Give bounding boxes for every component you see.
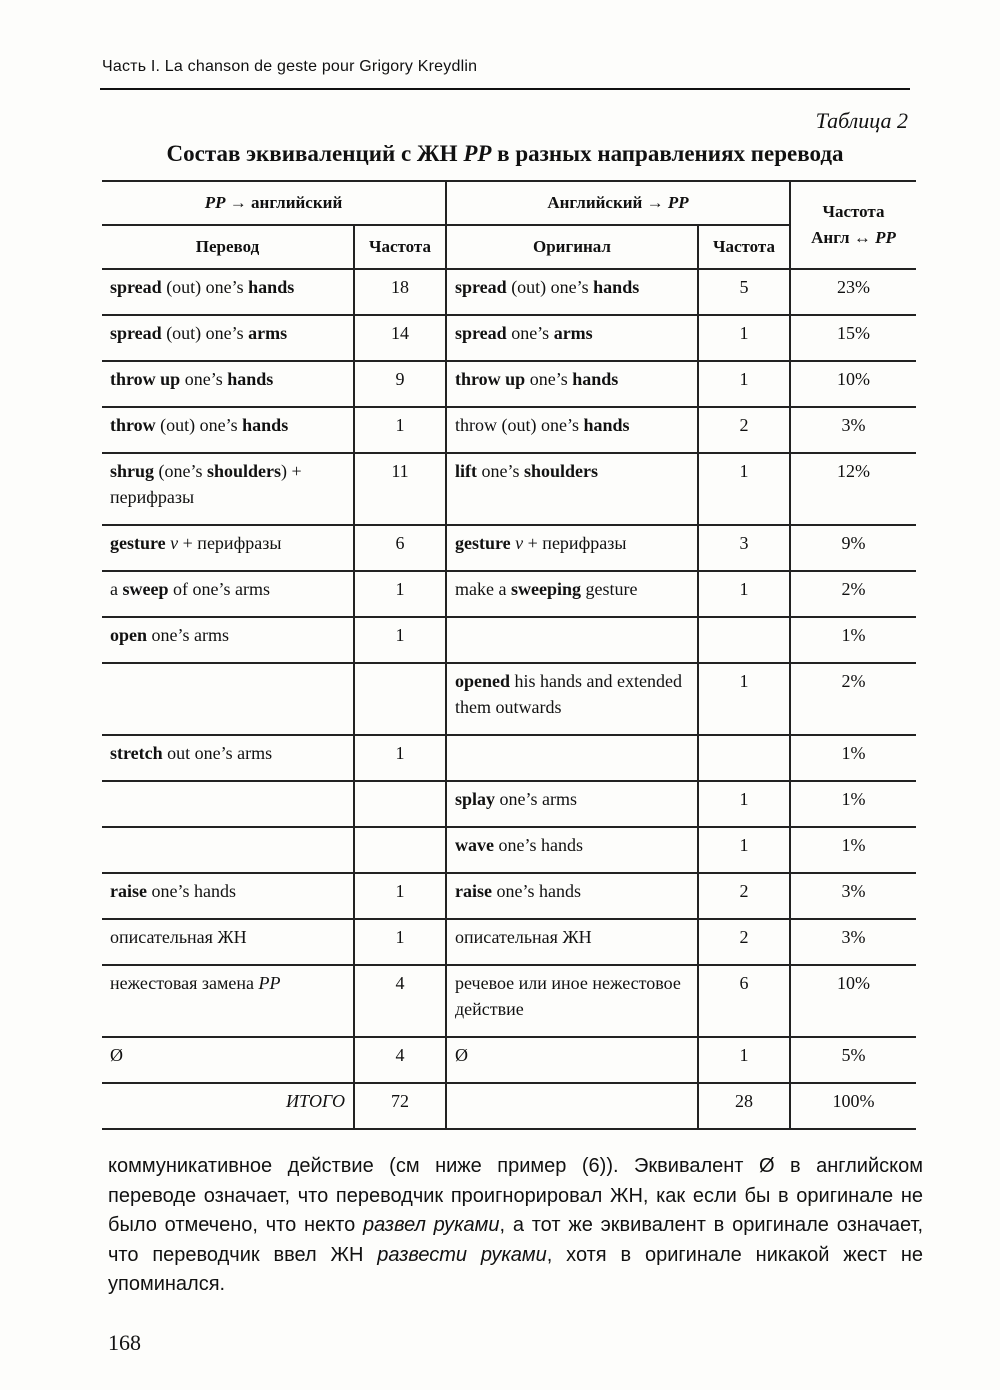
table-row [102, 663, 916, 735]
cell-text-segment: shrug [110, 461, 155, 481]
cell-original [446, 781, 698, 827]
cell-translation [102, 525, 354, 571]
cell-text-segment: throw (out) one’s [455, 415, 584, 435]
cell-text-segment: one’s hands [146, 881, 236, 901]
cell-text-segment: splay [455, 789, 496, 809]
cell-freq-en: 6 [698, 965, 790, 1037]
cell-original [446, 525, 698, 571]
table-row [102, 407, 916, 453]
table-row [102, 873, 916, 919]
header-freq-total-line2: Англ ↔ [811, 228, 876, 247]
header-en-ru-italic: РР [667, 193, 689, 212]
cell-percent: 5% [790, 1037, 916, 1083]
page-number: 168 [108, 1330, 141, 1355]
cell-text-segment: v [170, 533, 179, 553]
cell-text-segment: one’s arms [495, 789, 578, 809]
cell-text-segment: one’s [506, 323, 554, 343]
header-freq-ru: Частота [354, 225, 446, 269]
cell-freq-en: 2 [698, 919, 790, 965]
table-row [102, 735, 916, 781]
cell-translation [102, 407, 354, 453]
cell-text-segment: out one’s arms [162, 743, 273, 763]
cell-percent: 3% [790, 407, 916, 453]
cell-text-segment: gesture [110, 533, 166, 553]
header-original: Оригинал [446, 225, 698, 269]
cell-text-segment: shoulders [207, 461, 282, 481]
cell-text-segment: stretch [110, 743, 163, 763]
header-rule [100, 88, 910, 90]
cell-percent: 10% [790, 965, 916, 1037]
cell-text-segment: sweep [122, 579, 169, 599]
cell-freq-ru: 14 [354, 315, 446, 361]
table-row [102, 781, 916, 827]
cell-text-segment: + перифразы [178, 533, 282, 553]
table-title-text: Состав эквиваленций с ЖН [166, 141, 464, 166]
cell-percent: 10% [790, 361, 916, 407]
cell-freq-ru: 11 [354, 453, 446, 525]
total-freq-en: 28 [698, 1083, 790, 1129]
cell-original [446, 873, 698, 919]
cell-translation [102, 453, 354, 525]
cell-text-segment: wave [455, 835, 494, 855]
cell-original [446, 361, 698, 407]
cell-text-segment: (out) one’s [155, 415, 243, 435]
cell-translation [102, 315, 354, 361]
cell-text-segment: описательная ЖН [455, 927, 592, 947]
header-ru-en [102, 181, 446, 225]
cell-text-segment: описательная ЖН [110, 927, 247, 947]
cell-translation [102, 1037, 354, 1083]
cell-freq-ru: 1 [354, 407, 446, 453]
table-row [102, 453, 916, 525]
cell-translation [102, 919, 354, 965]
total-label: ИТОГО [102, 1083, 354, 1129]
cell-freq-en: 1 [698, 781, 790, 827]
cell-freq-en: 1 [698, 361, 790, 407]
cell-text-segment: речевое или иное нежестовое действие [455, 973, 681, 1019]
cell-original [446, 617, 698, 663]
cell-freq-ru: 6 [354, 525, 446, 571]
header-translation: Перевод [102, 225, 354, 269]
cell-percent: 3% [790, 919, 916, 965]
cell-freq-ru: 9 [354, 361, 446, 407]
cell-text-segment: raise [110, 881, 147, 901]
cell-freq-ru: 4 [354, 965, 446, 1037]
table-body [102, 269, 916, 1129]
table-row [102, 269, 916, 315]
cell-freq-ru: 1 [354, 873, 446, 919]
cell-text-segment: v [515, 533, 524, 553]
cell-translation [102, 735, 354, 781]
cell-text-segment: gesture [580, 579, 638, 599]
cell-original [446, 919, 698, 965]
cell-original [446, 269, 698, 315]
running-header: Часть I. La chanson de geste pour Grigory Kreydlin [102, 58, 478, 75]
table-row [102, 361, 916, 407]
body-text-3: , хотя в оригинале никакой жест не упоминался. [108, 1243, 923, 1295]
cell-text-segment: arms [248, 323, 288, 343]
table-row [102, 525, 916, 571]
cell-text-segment: spread [455, 277, 507, 297]
cell-text-segment: hands [248, 277, 295, 297]
cell-freq-en: 2 [698, 873, 790, 919]
cell-original [446, 965, 698, 1037]
cell-text-segment: his hands and extended them outwards [455, 671, 682, 717]
cell-freq-en: 5 [698, 269, 790, 315]
cell-text-segment: + перифразы [523, 533, 627, 553]
cell-text-segment: (out) one’s [161, 277, 249, 297]
cell-text-segment: hands [593, 277, 640, 297]
cell-text-segment: (out) one’s [506, 277, 594, 297]
cell-text-segment: sweeping [510, 579, 581, 599]
table-row [102, 315, 916, 361]
cell-translation [102, 361, 354, 407]
cell-text-segment: Ø [455, 1045, 468, 1065]
cell-translation [102, 827, 354, 873]
cell-translation [102, 617, 354, 663]
header-freq-total [790, 181, 916, 269]
cell-original [446, 1037, 698, 1083]
equivalence-table [102, 180, 916, 1130]
cell-percent: 1% [790, 617, 916, 663]
cell-text-segment: hands [572, 369, 619, 389]
cell-translation [102, 965, 354, 1037]
cell-translation [102, 269, 354, 315]
cell-percent: 2% [790, 571, 916, 617]
cell-text-segment: throw [110, 415, 156, 435]
cell-percent: 3% [790, 873, 916, 919]
cell-freq-ru: 1 [354, 617, 446, 663]
cell-translation [102, 663, 354, 735]
cell-text-segment: gesture [455, 533, 511, 553]
cell-text-segment: hands [242, 415, 289, 435]
table-row [102, 827, 916, 873]
cell-freq-en: 1 [698, 827, 790, 873]
cell-translation [102, 873, 354, 919]
cell-translation [102, 571, 354, 617]
cell-text-segment: arms [553, 323, 593, 343]
cell-text-segment: нежестовая замена [110, 973, 259, 993]
table-title [100, 141, 910, 167]
cell-percent: 9% [790, 525, 916, 571]
cell-text-segment: one’s [477, 461, 524, 481]
cell-percent: 1% [790, 735, 916, 781]
header-freq-total-line1: Частота [822, 202, 885, 221]
cell-percent: 2% [790, 663, 916, 735]
cell-freq-ru: 4 [354, 1037, 446, 1083]
cell-text-segment: raise [455, 881, 492, 901]
cell-freq-en [698, 617, 790, 663]
cell-text-segment: one’s [180, 369, 228, 389]
cell-text-segment: spread [110, 323, 162, 343]
cell-original [446, 735, 698, 781]
table-title-italic: РР [463, 141, 492, 166]
cell-text-segment: throw up [455, 369, 526, 389]
header-en-ru-text: Английский → [547, 193, 668, 212]
header-ru-en-text: → английский [225, 193, 343, 212]
table-row [102, 571, 916, 617]
table-label: Таблица 2 [815, 108, 908, 133]
cell-original [446, 453, 698, 525]
cell-text-segment: one’s [525, 369, 573, 389]
body-italic-1: развел руками [363, 1214, 500, 1236]
cell-text-segment: throw up [110, 369, 181, 389]
body-text-1: коммуникативное действие (см ниже пример (6)). Эквивалент Ø в английском переводе означает, что переводчик проигнорировал ЖН, как если бы в оригинале не было отмечено, что некто [108, 1155, 923, 1236]
body-paragraph [108, 1152, 923, 1300]
cell-text-segment: open [110, 625, 148, 645]
header-en-ru [446, 181, 790, 225]
cell-text-segment: Ø [110, 1045, 123, 1065]
cell-original [446, 827, 698, 873]
cell-percent: 15% [790, 315, 916, 361]
cell-text-segment: one’s arms [147, 625, 229, 645]
body-text-2: , а тот же эквивалент в оригинале означает, что переводчик ввел ЖН [108, 1214, 924, 1266]
cell-freq-ru [354, 827, 446, 873]
table-row [102, 919, 916, 965]
cell-freq-ru: 18 [354, 269, 446, 315]
cell-freq-en: 1 [698, 663, 790, 735]
cell-freq-en: 2 [698, 407, 790, 453]
cell-text-segment: of one’s arms [168, 579, 270, 599]
cell-percent: 1% [790, 827, 916, 873]
cell-freq-en: 1 [698, 315, 790, 361]
header-freq-en: Частота [698, 225, 790, 269]
cell-text-segment: spread [455, 323, 507, 343]
cell-freq-ru: 1 [354, 735, 446, 781]
table-title-text-end: в разных направлениях перевода [491, 141, 844, 166]
cell-text-segment: a [110, 579, 123, 599]
cell-freq-ru: 1 [354, 571, 446, 617]
header-freq-total-line2-italic: РР [875, 228, 896, 247]
cell-freq-en: 1 [698, 571, 790, 617]
cell-percent: 12% [790, 453, 916, 525]
cell-original [446, 663, 698, 735]
total-freq-ru: 72 [354, 1083, 446, 1129]
cell-text-segment: (out) one’s [161, 323, 249, 343]
cell-original [446, 571, 698, 617]
body-italic-2: развести руками [377, 1243, 547, 1266]
cell-text-segment: make a [455, 579, 511, 599]
cell-text-segment: shoulders [524, 461, 599, 481]
cell-freq-en: 1 [698, 453, 790, 525]
cell-freq-en: 3 [698, 525, 790, 571]
total-original-empty [446, 1083, 698, 1129]
header-ru-en-italic: РР [204, 193, 226, 212]
cell-text-segment: ) + перифразы [110, 461, 302, 507]
table-row [102, 617, 916, 663]
cell-text-segment: lift [455, 461, 477, 481]
cell-text-segment: hands [227, 369, 274, 389]
total-percent: 100% [790, 1083, 916, 1129]
cell-freq-ru [354, 663, 446, 735]
cell-freq-en [698, 735, 790, 781]
cell-text-segment: opened [455, 671, 511, 691]
cell-text-segment: РР [258, 973, 281, 993]
cell-translation [102, 781, 354, 827]
cell-freq-ru [354, 781, 446, 827]
cell-text-segment: hands [583, 415, 630, 435]
cell-percent: 1% [790, 781, 916, 827]
cell-text-segment: spread [110, 277, 162, 297]
cell-original [446, 315, 698, 361]
table-row [102, 965, 916, 1037]
cell-percent: 23% [790, 269, 916, 315]
table-row [102, 1037, 916, 1083]
total-row [102, 1083, 916, 1129]
cell-text-segment: one’s hands [494, 835, 583, 855]
cell-freq-ru: 1 [354, 919, 446, 965]
cell-freq-en: 1 [698, 1037, 790, 1083]
cell-original [446, 407, 698, 453]
cell-text-segment: (one’s [154, 461, 208, 481]
cell-text-segment: one’s hands [491, 881, 581, 901]
